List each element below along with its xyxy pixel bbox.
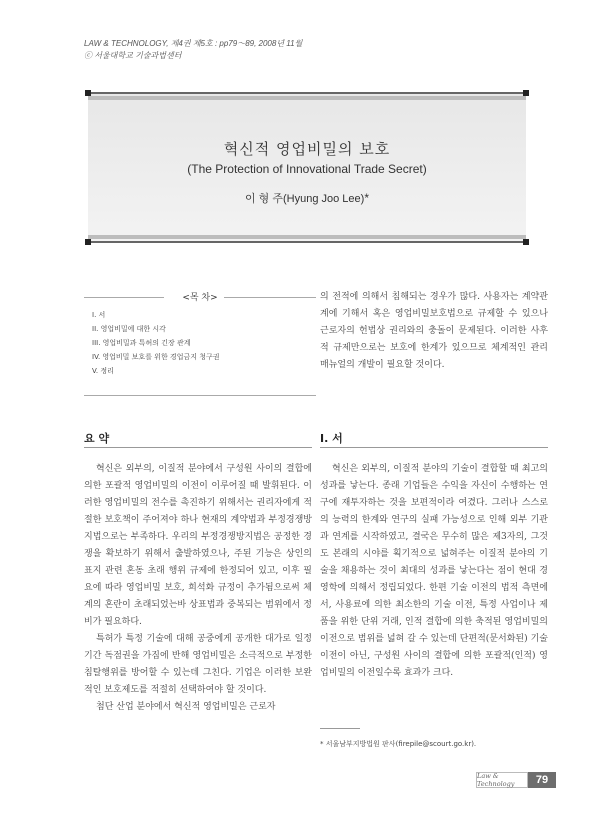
divider [84,447,312,448]
paragraph: 특허가 특정 기술에 대해 공중에게 공개한 대가로 일정 기간 독점권을 가짐에 반해 영업비밀은 소극적으로 부정한 침탈행위를 방어할 수 있는데 그친다. 기업은 이러한 보완적인 보호제도를 적절히 선택하여야 할 것이다. [84,634,312,695]
corner-square-icon [523,239,529,245]
summary-heading: 요 약 [84,432,110,445]
toc-heading: <목 차> [182,293,218,303]
toc-item: II. 영업비밀에 대한 시각 [92,325,166,333]
divider [84,395,316,396]
paragraph: 첨단 산업 분야에서 혁신적 영업비밀은 근로자 [96,702,276,712]
toc-item: III. 영업비밀과 특허의 긴장 관계 [92,339,191,347]
toc-item: I. 서 [92,311,106,319]
divider [320,728,360,729]
page-footer [476,772,556,788]
paragraph: 의 전적에 의해서 침해되는 경우가 많다. 사용자는 계약관계에 기해서 혹은 영업비밀보호법으로 규제할 수 있으나 근로자의 헌법상 권리와의 충돌이 문제된다. 이러한 사후적 규제만으로는 보호에 한계가 있으므로 체계적인 관리 매뉴얼의 개발이 필요할 것이다. [320,292,548,370]
table-of-contents [84,290,316,396]
corner-square-icon [85,239,91,245]
footnote-marker: * [364,191,369,205]
article-subtitle-english: (The Protection of Innovational Trade Secret) [187,162,427,176]
corner-square-icon [85,90,91,96]
author-name: 이 형 주(Hyung Joo Lee) [245,193,365,205]
footer-journal-label: Law & Technology [476,772,528,788]
toc-item: IV. 영업비밀 보호를 위한 경업금지 청구권 [92,353,220,361]
author-line [88,190,526,206]
intro-heading: I. 서 [320,432,343,445]
copyright-line: ⓒ 서울대학교 기술과법센터 [84,51,182,60]
summary-body [84,461,312,716]
author-footnote: * 서울남부지방법원 판사(firepile@scourt.go.kr). [320,740,477,748]
toc-list [92,308,220,378]
intro-body [320,461,548,682]
toc-item: V. 정리 [92,367,114,375]
title-block [88,92,526,243]
paragraph: 혁신은 외부의, 이질적 분야에서 구성원 사이의 결합에 의한 포괄적 영업비밀의 이전이 이루어질 때 발휘된다. 이러한 영업비밀의 전수를 촉진하기 위해서는 권리자에게 적절한 보호책이 주어져야 하나 현재의 계약법과 부정경쟁방지법으로는 부족하다. 우리의 부정경쟁방지법은 공정한 경쟁을 확보하기 위해서 출발하였으나, 주된 기능은 상인의 표지 관련 혼동 초래 행위 규제에 한정되어 있고, 이후 필요에 따라 영업비밀 보호, 희석화 규정이 추가됨으로써 체계의 혼란이 초래되었는바 상표법과 중복되는 범위에서 정비가 필요하다. [84,464,312,627]
divider [224,297,316,298]
article-title: 혁신적 영업비밀의 보호 [223,140,391,158]
continued-paragraph [320,289,548,374]
corner-square-icon [523,90,529,96]
divider [320,447,548,448]
journal-header [84,38,302,62]
journal-citation: LAW & TECHNOLOGY, 제4권 제5호 : pp79～89, 2008년 11월 [84,39,303,48]
page-number: 79 [528,772,556,788]
paragraph: 혁신은 외부의, 이질적 분야의 기술이 결합할 때 최고의 성과를 낳는다. 종래 기업들은 수익을 자신이 수행하는 연구에 재투자하는 것을 보편적이라 여겼다. 그러나 스스로의 능력의 한계와 연구의 실패 가능성으로 인해 외부 기관과 연계를 시작하였고, 결국은 무수히 많은 제3자의, 그것도 본래의 시야를 획기적으로 넓혀주는 이질적 분야의 기술을 채용하는 것이 최대의 성과를 낳는다는 점이 현대 경영학에 의해서 정립되었다. 한편 기술 이전의 법적 측면에서, 사용료에 의한 최소한의 기술 이전, 특정 사업이나 제품을 위한 단위 거래, 인적 결합에 의한 축적된 영업비밀의 이전으로 범위를 넓혀 갈 수 있는데 단편적(문서화된) 기술 이전이 아닌, 구성원 사이의 결합에 의한 포괄적(인적) 영업비밀의 이전일수록 효과가 크다. [320,464,548,678]
